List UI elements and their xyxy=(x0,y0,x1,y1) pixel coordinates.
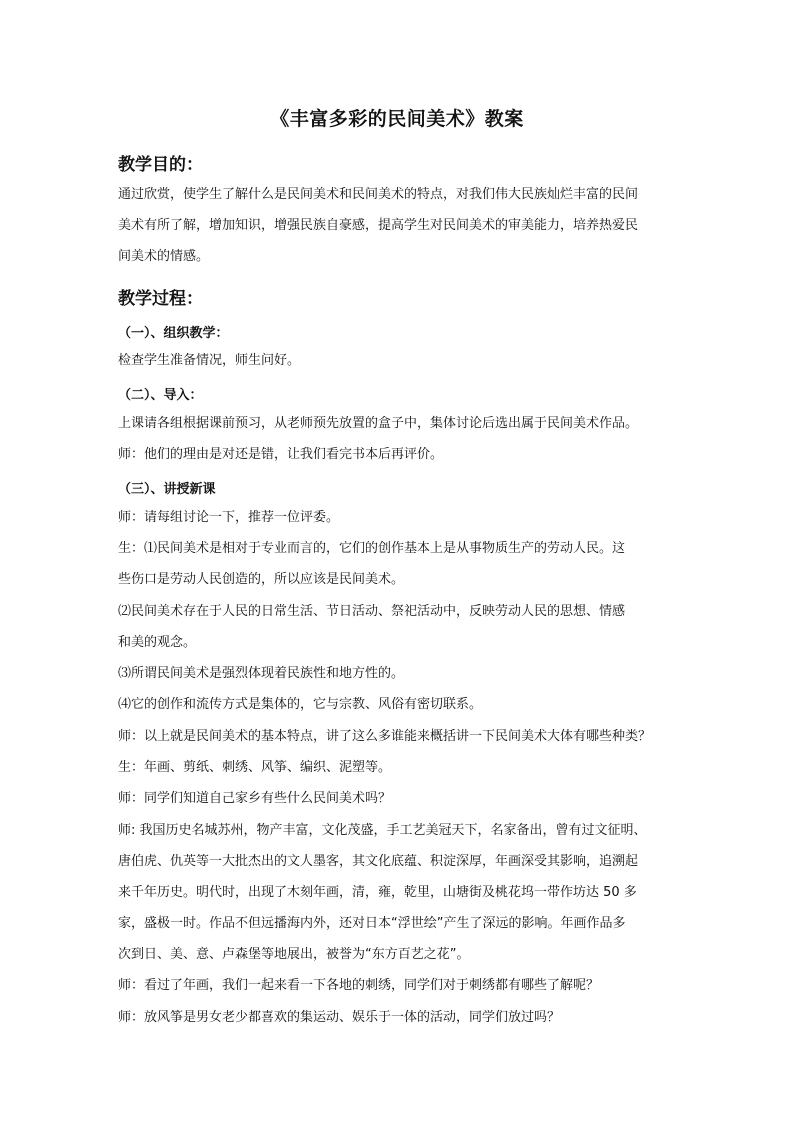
section-line: 师: 我国历史名城苏州，物产丰富，文化茂盛，手工艺美冠天下，名家备出，曾有过文征明、 xyxy=(118,823,647,838)
goal-line: 通过欣赏，使学生了解什么是民间美术和民间美术的特点，对我们伟大民族灿烂丰富的民间 xyxy=(118,187,639,202)
section-line: ⑷它的创作和流传方式是集体的，它与宗教、风俗有密切联系。 xyxy=(118,697,483,712)
section-line: 家，盛极一时。作品不但远播海内外，还对日本“浮世绘”产生了深远的影响。年画作品多 xyxy=(118,916,626,931)
section-line: 些伤口是劳动人民创造的，所以应该是民间美术。 xyxy=(118,572,405,587)
section-line: 师：放风筝是男女老少都喜欢的集运动、娱乐于一体的活动，同学们放过吗？ xyxy=(118,1010,561,1025)
section-line: 师：请每组讨论一下，推荐一位评委。 xyxy=(118,510,340,525)
section-line: 来千年历史。明代时，出现了木刻年画，清，雍，乾里，山塘街及桃花坞一带作坊达 50 多 xyxy=(118,885,637,900)
goal-heading: 教学目的： xyxy=(118,155,203,175)
process-heading: 教学过程： xyxy=(118,289,203,309)
section-line: ⑵民间美术存在于人民的日常生活、节日活动、祭祀活动中，反映劳动人民的思想、情感 xyxy=(118,604,626,619)
section-line: 上课请各组根据课前预习，从老师预先放置的盒子中，集体讨论后选出属于民间美术作品。 xyxy=(118,416,639,431)
section-line: 检查学生准备情况，师生问好。 xyxy=(118,353,301,368)
goal-line: 美术有所了解，增加知识，增强民族自豪感，提高学生对民间美术的审美能力，培养热爱民 xyxy=(118,218,639,233)
section-line: 和美的观念。 xyxy=(118,635,197,650)
section-line: 唐伯虎、仇英等一大批杰出的文人墨客，其文化底蕴、积淀深厚，年画深受其影响，追溯起 xyxy=(118,854,639,869)
section-line: 生：年画、剪纸、刺绣、风筝、编织、泥塑等。 xyxy=(118,760,392,775)
goal-line: 间美术的情感。 xyxy=(118,249,210,264)
section-title-organize: （一）、组织教学： xyxy=(118,326,229,341)
section-line: 师：以上就是民间美术的基本特点，讲了这么多谁能来概括讲一下民间美术大体有哪些种类？ xyxy=(118,729,652,744)
document-title: 《丰富多彩的民间美术》教案 xyxy=(270,108,524,130)
section-title-intro: （二）、导入： xyxy=(118,388,203,403)
section-line: 师：看过了年画，我们一起来看一下各地的刺绣，同学们对于刺绣都有哪些了解呢？ xyxy=(118,978,600,993)
section-line: 次到日、美、意、卢森堡等地展出，被誉为“东方百艺之花”。 xyxy=(118,947,470,962)
section-line: 师：他们的理由是对还是错，让我们看完书本后再评价。 xyxy=(118,447,444,462)
section-title-new-lesson: （三）、讲授新课 xyxy=(118,482,216,497)
section-line: 师：同学们知道自己家乡有些什么民间美术吗？ xyxy=(118,791,392,806)
section-line: ⑶所谓民间美术是强烈体现着民族性和地方性的。 xyxy=(118,666,405,681)
section-line: 生：⑴民间美术是相对于专业而言的，它们的创作基本上是从事物质生产的劳动人民。这 xyxy=(118,541,626,556)
